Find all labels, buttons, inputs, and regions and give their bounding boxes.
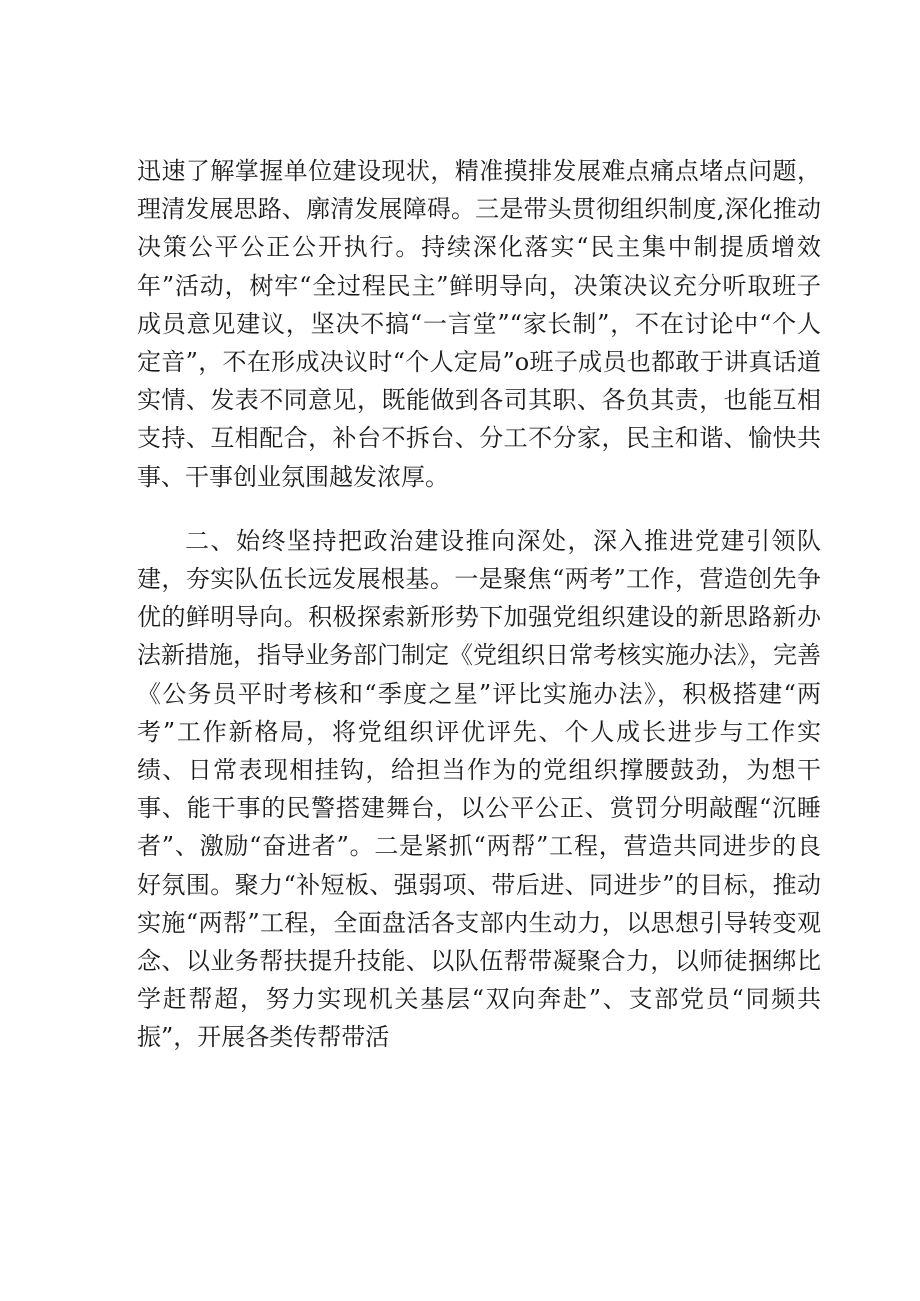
paragraph-gap	[137, 496, 821, 522]
paragraph-2: 二、始终坚持把政治建设推向深处，深入推进党建引领队建，夯实队伍长远发展根基。一是聚焦“两考”工作，营造创先争优的鲜明导向。积极探索新形势下加强党组织建设的新思路新办法新措施，指导业务部门制定《党组织日常考核实施办法》，完善《公务员平时考核和“季度之星”评比实施办法》，积极搭建“两考”工作新格局，将党组织评优评先、个人成长进步与工作实绩、日常表现相挂钩，给担当作为的党组织撑腰鼓劲，为想干事、能干事的民警搭建舞台，以公平公正、赏罚分明敲醒“沉睡者”、激励“奋进者”。二是紧抓“两帮”工程，营造共同进步的良好氛围。聚力“补短板、强弱项、带后进、同进步”的目标，推动实施“两帮”工程，全面盘活各支部内生动力，以思想引导转变观念、以业务帮扶提升技能、以队伍帮带凝聚合力，以师徒捆绑比学赶帮超，努力实现机关基层“双向奔赴”、支部党员“同频共振”，开展各类传帮带活	[137, 526, 821, 1052]
paragraph-1: 迅速了解掌握单位建设现状，精准摸排发展难点痛点堵点问题，理清发展思路、廓清发展障碍。三是带头贯彻组织制度,深化推动决策公平公正公开执行。持续深化落实“民主集中制提质增效年”活动，树牢“全过程民主”鲜明导向，决策决议充分听取班子成员意见建议，坚决不搞“一言堂”“家长制”，不在讨论中“个人定音”，不在形成决议时“个人定局”o班子成员也都敢于讲真话道实情、发表不同意见，既能做到各司其职、各负其责，也能互相支持、互相配合，补台不拆台、分工不分家，民主和谐、愉快共事、干事创业氛围越发浓厚。	[137, 157, 821, 491]
document-body	[137, 152, 821, 1057]
